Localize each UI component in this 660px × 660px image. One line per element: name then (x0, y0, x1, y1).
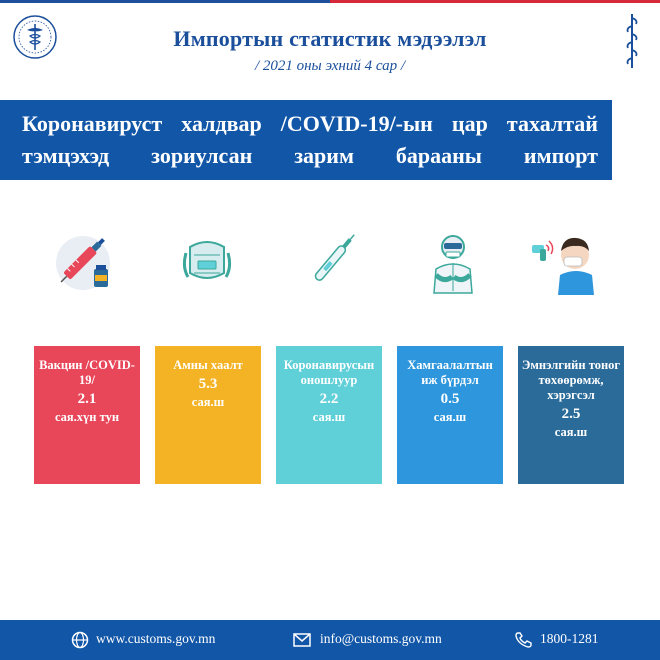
card-label: Эмнэлгийн тоног төхөөрөмж, хэрэгсэл (521, 358, 621, 402)
vaccine-syringe-icon (48, 225, 118, 295)
footer-bar (0, 620, 660, 660)
banner-line-2: тэмцэхэд зориулсан зарим барааны импорт (22, 143, 598, 168)
accent-red-segment (330, 0, 660, 3)
card-label: Вакцин /COVID-19/ (39, 358, 135, 387)
face-mask-icon (172, 225, 242, 295)
footer-email-link[interactable]: info@customs.gov.mn (320, 631, 442, 646)
page-title: Импортын статистик мэдээлэл (173, 26, 487, 51)
card-label: Амны хаалт (173, 358, 243, 372)
card-value: 0.5 (440, 391, 460, 407)
headline-banner (0, 100, 612, 180)
temperature-check-icon (528, 225, 598, 295)
page-subtitle: / 2021 оны эхний 4 сар / (254, 58, 406, 74)
stat-card-vaccine (34, 346, 140, 484)
card-label: Коронавирусын оношлуур (283, 358, 375, 387)
card-value: 2.2 (319, 391, 339, 407)
phone-icon (514, 631, 534, 649)
top-accent-bar (0, 0, 660, 3)
footer-phone-number[interactable]: 1800-1281 (540, 631, 599, 646)
globe-icon (70, 631, 90, 649)
stat-card-mask (155, 346, 261, 484)
card-value: 5.3 (198, 376, 218, 392)
mail-icon (292, 631, 312, 649)
card-value: 2.1 (77, 391, 97, 407)
banner-line-1: Коронавируст халдвар /COVID-19/-ын цар тахалтай (22, 111, 598, 136)
protective-suit-icon (418, 225, 488, 295)
stat-card-medical-equipment (518, 346, 624, 484)
card-unit: сая.ш (554, 425, 588, 439)
card-unit: сая.ш (312, 410, 346, 424)
accent-blue-segment (0, 0, 330, 3)
card-unit: сая.ш (433, 410, 467, 424)
card-value: 2.5 (561, 406, 581, 422)
test-thermometer-icon (298, 225, 368, 295)
stat-card-protective-kit (397, 346, 503, 484)
footer-website-link[interactable]: www.customs.gov.mn (96, 631, 216, 646)
stat-card-test-kit (276, 346, 382, 484)
card-label: Хамгаалалтын иж бүрдэл (407, 358, 493, 387)
card-unit: сая.хүн тун (54, 410, 120, 424)
card-unit: сая.ш (191, 395, 225, 409)
